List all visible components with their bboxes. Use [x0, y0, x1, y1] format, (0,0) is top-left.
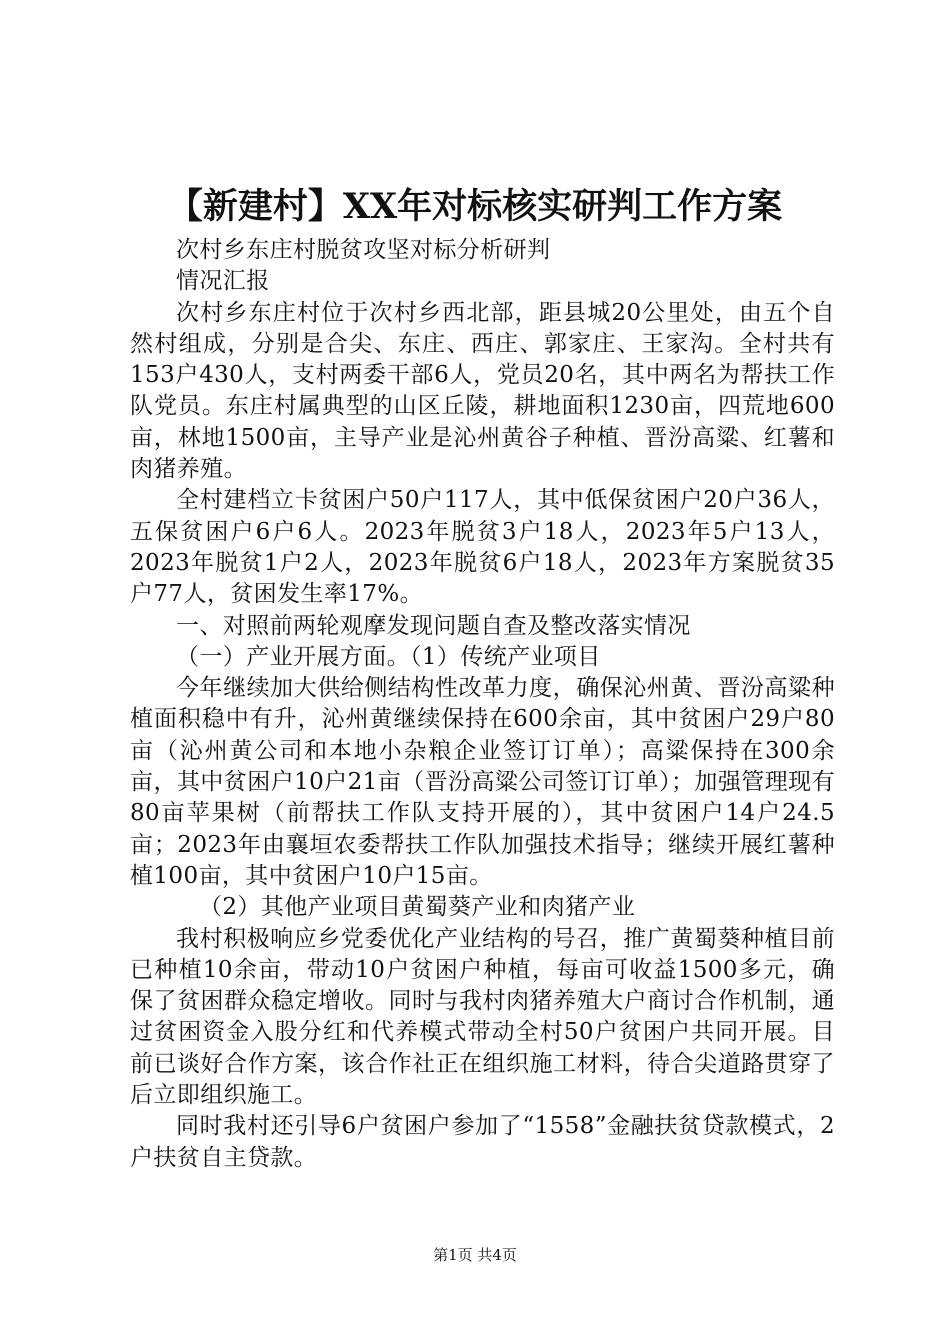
- paragraph-village-overview: 次村乡东庄村位于次村乡西北部，距县城20公里处，由五个自然村组成，分别是合尖、东庄、西庄、郭家庄、王家沟。全村共有153户430人，支村两委干部6人，党员20名，其中两名为帮扶工作队党员。东庄村属典型的山区丘陵，耕地面积1230亩，四荒地600亩，林地1500亩，主导产业是沁州黄谷子种植、晋汾高粱、红薯和肉猪养殖。: [130, 299, 835, 483]
- paragraph-subtitle-line2: 情况汇报: [176, 268, 270, 295]
- document-title: 【新建村】XX年对标核实研判工作方案: [167, 186, 783, 227]
- paragraph-subtitle-line1: 次村乡东庄村脱贫攻坚对标分析研判: [176, 237, 551, 263]
- paragraph-traditional-industry: 今年继续加大供给侧结构性改革力度，确保沁州黄、晋汾高粱种植面积稳中有升，沁州黄继续保持在600余亩，其中贫困户29户80亩（沁州黄公司和本地小杂粮企业签订订单）；高粱保持在300余亩，其中贫困户10户21亩（晋汾高粱公司签订订单）；加强管理现有80亩苹果树（前帮扶工作队支持开展的），其中贫困户14户24.5亩；2023年由襄垣农委帮扶工作队加强技术指导；继续开展红薯种植100亩，其中贫困户10户15亩。: [130, 675, 835, 889]
- page-footer: 第1页 共4页: [433, 1246, 517, 1264]
- document-body: [130, 235, 835, 1174]
- paragraph-other-industry: 我村积极响应乡党委优化产业结构的号召，推广黄蜀葵种植目前已种植10余亩，带动10户贫困户种植，每亩可收益1500多元，确保了贫困群众稳定增收。同时与我村肉猪养殖大户商讨合作机制，通过贫困资金入股分红和代养模式带动全村50户贫困户共同开展。目前已谈好合作方案，该合作社正在组织施工材料，待合尖道路贯穿了后立即组织施工。: [130, 925, 835, 1109]
- paragraph-poverty-stats: 全村建档立卡贫困户50户117人，其中低保贫困户20户36人，五保贫困户6户6人。2023年脱贫3户18人，2023年5户13人，2023年脱贫1户2人，2023年脱贫6户18人，2023年方案脱贫35户77人，贫困发生率17%。: [130, 487, 835, 608]
- section-heading-1: 一、对照前两轮观摩发现问题自查及整改落实情况: [176, 612, 691, 639]
- paragraph-financial-loans: 同时我村还引导6户贫困户参加了“1558”金融扶贫贷款模式，2户扶贫自主贷款。: [130, 1113, 835, 1171]
- subsection-heading-other-industry: （2）其他产业项目黄蜀葵产业和肉猪产业: [199, 894, 636, 921]
- subsection-heading-industry: （一）产业开展方面。（1）传统产业项目: [176, 643, 601, 670]
